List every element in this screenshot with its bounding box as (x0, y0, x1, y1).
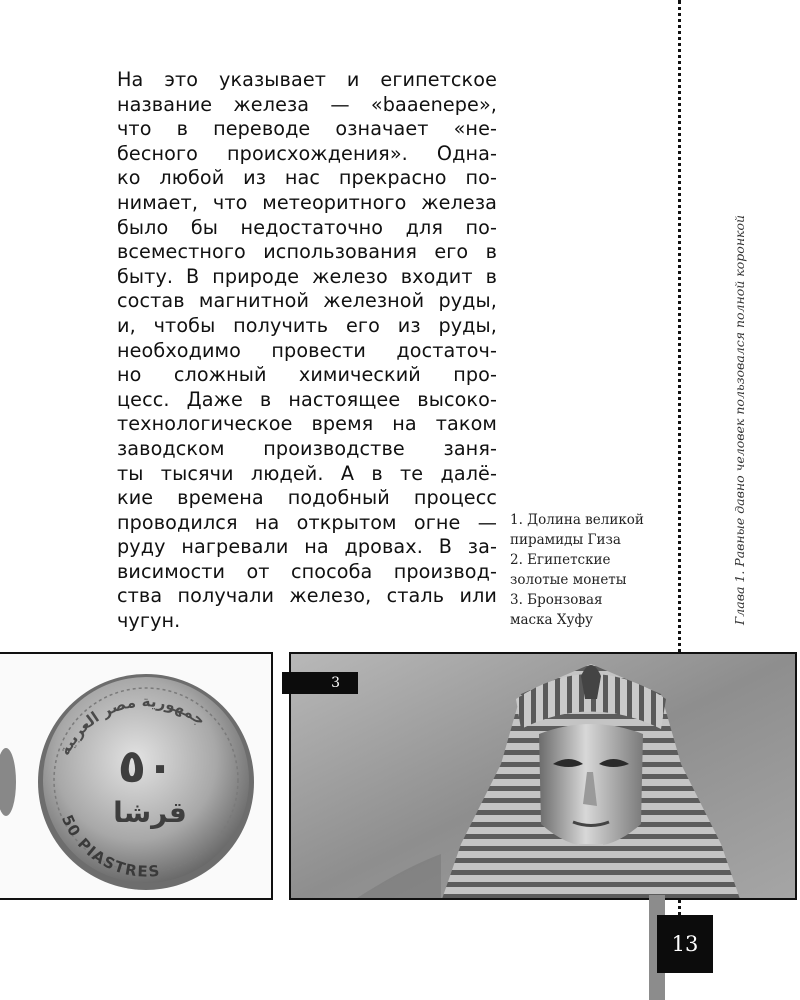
coin-photo (0, 652, 273, 900)
text-line: ко любой из нас прекрасно по- (117, 166, 497, 190)
caption-line: 1. Долина великой (510, 512, 644, 528)
caption-line: 3. Бронзовая (510, 592, 603, 608)
text-line: всеместного использования его в (117, 240, 497, 264)
svg-text:ﺟﻤﻬﻮﺭﻳﺔ ﻣﺼﺮ ﺍﻟﻌﺮﺑﻴﺔ: ﺟﻤﻬﻮﺭﻳﺔ ﻣﺼﺮ ﺍﻟﻌﺮﺑﻴﺔ (55, 692, 209, 759)
text-line: состав магнитной железной руды, (117, 289, 497, 313)
photo-captions (510, 510, 670, 630)
page-number: 13 (657, 915, 713, 973)
text-line: На это указывает и египетское (117, 68, 497, 91)
text-line: чугун. (117, 609, 181, 633)
text-line: было бы недостаточно для по- (117, 215, 497, 239)
text-line: и, чтобы получить его из руды, (117, 313, 497, 337)
text-line: руду нагревали на дровах. В за- (117, 535, 497, 559)
photo-number-badge: 3 (282, 672, 358, 694)
coin-arabic-word: قرشا (113, 796, 187, 829)
text-line: ства получали железо, сталь или (117, 584, 497, 608)
coin-inscription: 50 PIASTRES (57, 812, 162, 881)
text-line: технологическое время на таком (117, 412, 497, 436)
caption-line: 2. Египетские (510, 552, 611, 568)
text-line: что в переводе означает «не- (117, 117, 497, 141)
caption-line: маска Хуфу (510, 612, 593, 628)
coin-arabic-numeral: ٥٠ (117, 739, 175, 793)
text-line: заводском производстве заня- (117, 436, 497, 460)
text-line: висимости от способа производ- (117, 559, 497, 583)
text-line: бесного происхождения». Одна- (117, 141, 497, 165)
main-paragraph (117, 68, 497, 634)
text-line: быту. В природе железо входит в (117, 264, 497, 288)
vertical-note-text: Глава 1. Равные давно человек пользовался полной коронкой (732, 214, 747, 625)
pharaoh-mask-illustration (291, 654, 797, 900)
text-line: проводился на открытом огне — (117, 510, 497, 534)
caption-line: пирамиды Гиза (510, 532, 621, 548)
text-line: цесс. Даже в настоящее высоко- (117, 387, 497, 411)
caption-line: золотые монеты (510, 572, 627, 588)
dotted-divider (678, 0, 681, 660)
text-line: кие времена подобный процесс (117, 486, 497, 510)
text-line: нимает, что метеоритного железа (117, 190, 497, 214)
text-line: необходимо провести достаточ- (117, 338, 497, 362)
text-line: название железа — «baaenepe», (117, 92, 497, 116)
coin-illustration (0, 654, 273, 900)
text-line: ты тысячи людей. А в те далё- (117, 461, 497, 485)
coin-edge-left (0, 748, 16, 816)
mask-photo (289, 652, 797, 900)
text-line: но сложный химический про- (117, 363, 497, 387)
